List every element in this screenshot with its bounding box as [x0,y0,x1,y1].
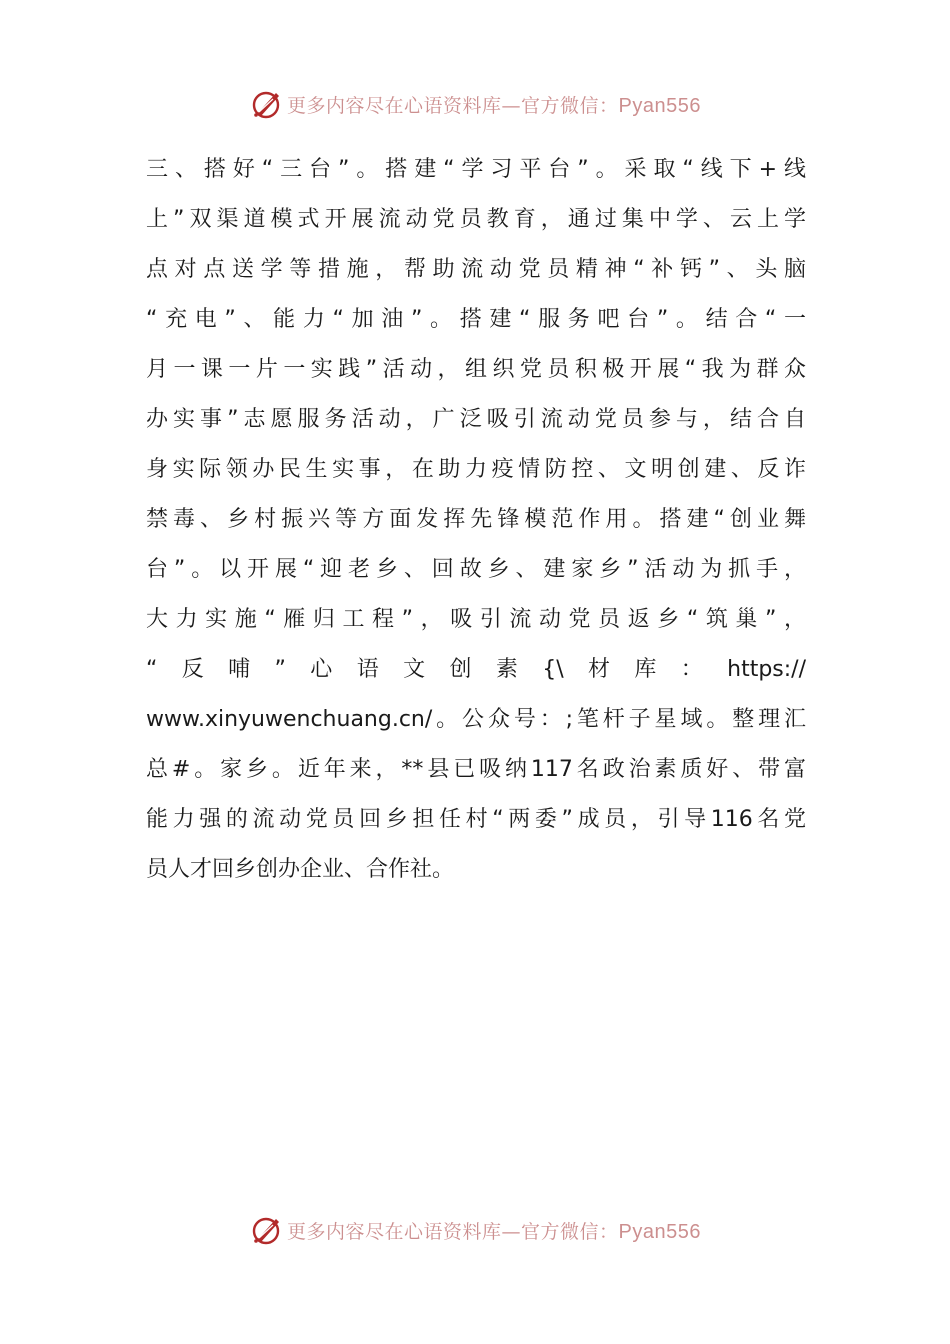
document-body [146,145,806,895]
body-line: 员人才回乡创办企业、合作社。 [146,857,455,882]
body-line: 上”双渠道模式开展流动党员教育，通过集中学、云上学 [146,207,806,232]
body-line: 三、搭好“三台”。搭建“学习平台”。采取“线下+线 [146,157,806,182]
body-line: 能力强的流动党员回乡担任村“两委”成员，引导116名党 [146,807,806,832]
footer-banner-account: Pyan556 [618,1220,701,1243]
body-line: 月一课一片一实践”活动，组织党员积极开展“我为群众 [146,357,806,382]
header-watermark-banner [0,84,950,124]
header-banner-account: Pyan556 [618,94,701,117]
body-line: 点对点送学等措施，帮助流动党员精神“补钙”、头脑 [146,257,806,282]
footer-watermark-banner [0,1210,950,1250]
body-line: 办实事”志愿服务活动，广泛吸引流动党员参与，结合自 [146,407,806,432]
body-line: 台”。以开展“迎老乡、回故乡、建家乡”活动为抓手， [146,557,806,582]
body-line: www.xinyuwenchuang.cn/。公众号：;笔杆子星域。整理汇 [146,707,806,732]
body-line: 禁毒、乡村振兴等方面发挥先锋模范作用。搭建“创业舞 [146,507,806,532]
body-line: “反哺”心语文创素{\材库：https:// [146,657,806,682]
quill-logo-icon [249,87,283,121]
body-line: 身实际领办民生实事，在助力疫情防控、文明创建、反诈 [146,457,806,482]
body-line: 大力实施“雁归工程”，吸引流动党员返乡“筑巢”， [146,607,806,632]
footer-banner-text: 更多内容尽在心语资料库—官方微信：Pyan556 [287,1220,701,1243]
header-banner-text: 更多内容尽在心语资料库—官方微信：Pyan556 [287,94,701,117]
body-line: “充电”、能力“加油”。搭建“服务吧台”。结合“一 [146,307,806,332]
quill-logo-icon [249,1213,283,1247]
body-line: 总#。家乡。近年来，**县已吸纳117名政治素质好、带富 [146,757,806,782]
